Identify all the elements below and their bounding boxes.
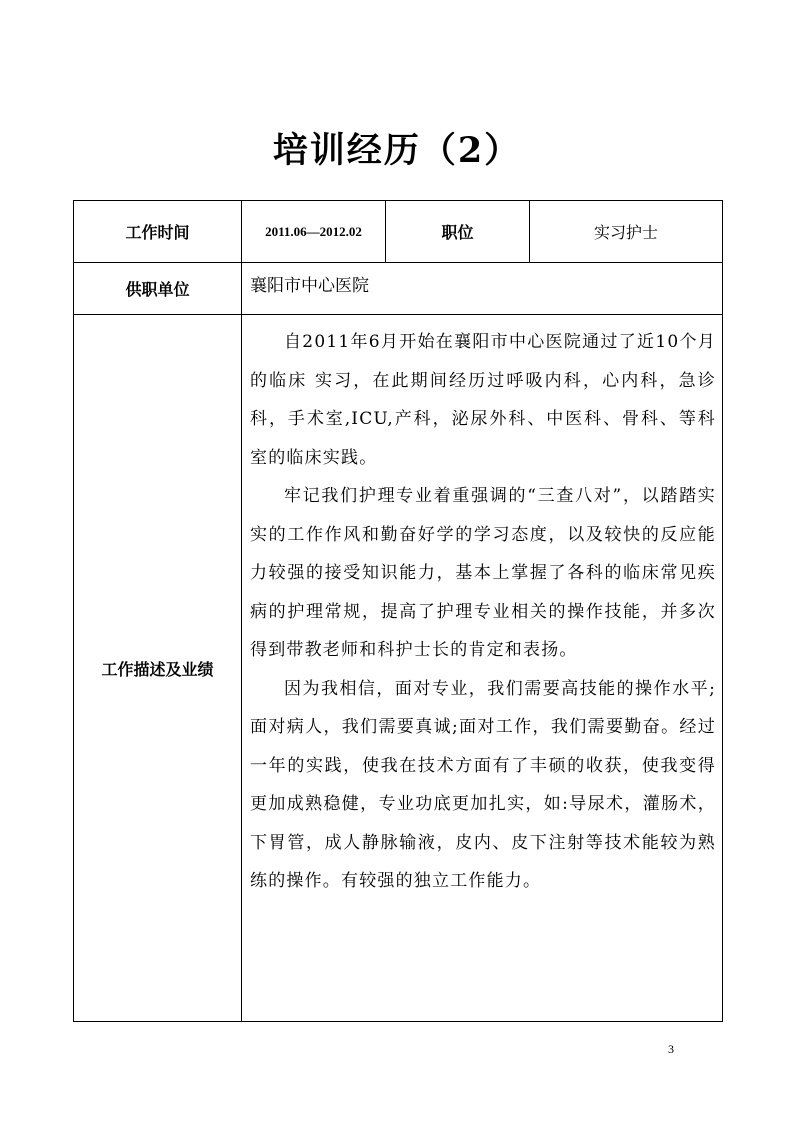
position-value: 实习护士 (530, 201, 723, 263)
page-number: 3 (668, 1042, 674, 1056)
description-paragraph: 因为我相信，面对专业，我们需要高技能的操作水平;面对病人，我们需要真诚;面对工作，我们需要勤奋。经过一年的实践，使我在技术方面有了丰硕的收获，使我变得更加成熟稳健，专业功底更加扎实，如:导尿术，灌肠术，下胃管，成人静脉输液，皮内、皮下注射等技术能较为熟练的操作。有较强的独立工作能力。 (250, 678, 716, 891)
page-title: 培训经历（2） (272, 130, 522, 171)
training-record-table (73, 200, 723, 1022)
description-row (74, 315, 723, 1022)
work-time-row (74, 201, 723, 263)
description-content (242, 315, 723, 1022)
description-paragraph: 牢记我们护理专业着重强调的“三查八对”，以踏踏实实的工作作风和勤奋好学的学习态度，以及较快的反应能力较强的接受知识能力，基本上掌握了各科的临床常见疾病的护理常规，提高了护理专业相关的操作技能，并多次得到带教老师和科护士长的肯定和表扬。 (250, 486, 716, 660)
work-time-label: 工作时间 (74, 201, 242, 263)
unit-row (74, 263, 723, 315)
unit-value: 襄阳市中心医院 (242, 263, 723, 315)
work-time-value: 2011.06—2012.02 (242, 201, 386, 263)
position-label: 职位 (386, 201, 530, 263)
description-label: 工作描述及业绩 (74, 315, 242, 1022)
unit-label: 供职单位 (74, 263, 242, 315)
description-paragraph: 自2011年6月开始在襄阳市中心医院通过了近10个月的临床 实习，在此期间经历过呼吸内科，心内科，急诊科，手术室,ICU,产科，泌尿外科、中医科、骨科、等科室的临床实践。 (250, 332, 716, 468)
